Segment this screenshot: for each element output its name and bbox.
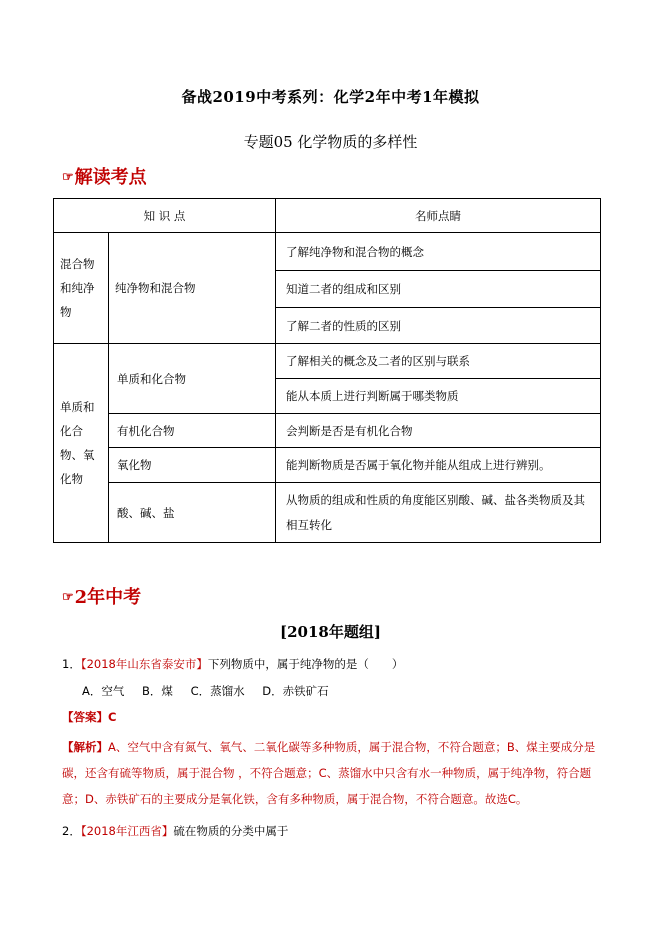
- series-title: 备战2019中考系列：化学2年中考1年模拟: [181, 88, 480, 106]
- category-cell: 混合物和纯净物: [54, 233, 109, 344]
- analysis-paragraph: [62, 734, 602, 812]
- table-header-knowledge: 知 识 点: [54, 199, 276, 233]
- point-cell: 能从本质上进行判断属于哪类物质: [276, 379, 601, 414]
- knowledge-point-table: [53, 198, 601, 543]
- answer-line: [62, 709, 116, 725]
- point-cell: 能判断物质是否属于氧化物并能从组成上进行辨别。: [276, 448, 601, 483]
- point-cell: 会判断是否是有机化合物: [276, 414, 601, 448]
- option-d: D．赤铁矿石: [262, 684, 329, 698]
- question-stem: 硫在物质的分类中属于: [173, 824, 289, 838]
- answer-value: C: [108, 710, 117, 724]
- topic-cell: 氧化物: [109, 448, 276, 483]
- question-number: 1．: [62, 657, 81, 671]
- answer-label: 【答案】: [62, 710, 108, 724]
- question-1-options: [82, 683, 482, 699]
- question-stem: 下列物质中，属于纯净物的是（ ）: [207, 657, 404, 671]
- topic-cell: 纯净物和混合物: [109, 233, 276, 344]
- point-cell: [276, 483, 601, 543]
- point-text: 从物质的组成和性质的角度能区别酸、碱、盐各类物质及其相互转化: [286, 492, 585, 532]
- section-heading-exams: ☞2年中考: [62, 587, 142, 608]
- option-a: A．空气: [82, 684, 125, 698]
- question-source: 【2018年山东省泰安市】: [80, 657, 208, 671]
- category-cell: 单质和化合物、氧化物: [54, 344, 109, 543]
- point-cell: 了解相关的概念及二者的区别与联系: [276, 344, 601, 379]
- question-source: 【2018年江西省】: [80, 824, 174, 838]
- topic-cell: 酸、碱、盐: [109, 483, 276, 543]
- question-number: 2．: [62, 824, 81, 838]
- year-group-heading: [2018年题组]: [280, 623, 381, 641]
- point-cell: 知道二者的组成和区别: [276, 271, 601, 308]
- topic-cell: 单质和化合物: [109, 344, 276, 414]
- option-b: B．煤: [142, 684, 173, 698]
- topic-cell: 有机化合物: [109, 414, 276, 448]
- hand-pointer-icon: ☞: [62, 170, 74, 185]
- section-heading-analysis: ☞解读考点: [62, 167, 147, 188]
- option-c: C．蒸馏水: [190, 684, 245, 698]
- table-header-tips: 名师点睛: [276, 199, 601, 233]
- analysis-label: 【解析】: [62, 740, 108, 754]
- analysis-text: A、空气中含有氮气、氧气、二氧化碳等多种物质，属于混合物，不符合题意；B、煤主要成分是碳，还含有硫等物质，属于混合物 ，不符合题意；C、蒸馏水中只含有水一种物质，属于纯净物，符合题意；D、赤铁矿石的主要成分是氧化铁，含有多种物质，属于混合物，不符合题意。故选C。: [62, 740, 596, 806]
- question-2: [62, 823, 288, 839]
- hand-pointer-icon: ☞: [62, 590, 74, 605]
- topic-title: 专题05 化学物质的多样性: [243, 133, 418, 151]
- point-cell: 了解二者的性质的区别: [276, 308, 601, 344]
- point-cell: 了解纯净物和混合物的概念: [276, 233, 601, 271]
- question-1: [62, 656, 403, 672]
